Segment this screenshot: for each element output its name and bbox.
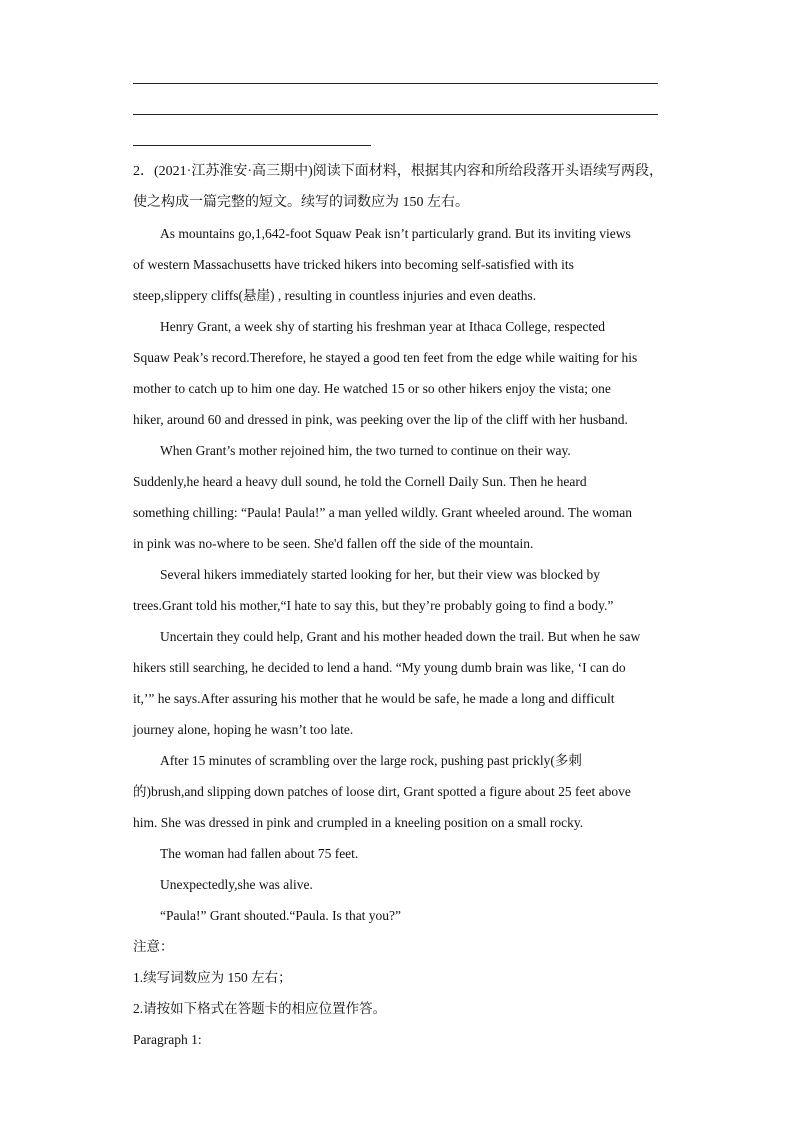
answer-line-3 [133,145,371,146]
passage-line: him. She was dressed in pink and crumpled in a kneeling position on a small rocky. [133,815,584,830]
notes-item-2: 2.请按如下格式在答题卡的相应位置作答。 [133,1001,387,1016]
passage-line: in pink was no-where to be seen. She'd fallen off the side of the mountain. [133,536,534,551]
passage-line: Uncertain they could help, Grant and his mother headed down the trail. But when he saw [160,629,641,644]
passage-line: trees.Grant told his mother,“I hate to say this, but they’re probably going to find a body.” [133,598,614,613]
passage-line: of western Massachusetts have tricked hikers into becoming self-satisfied with its [133,257,574,272]
passage-line: Several hikers immediately started looking for her, but their view was blocked by [160,567,600,582]
paragraph-1-label: Paragraph 1: [133,1032,202,1047]
passage-line: Unexpectedly,she was alive. [160,877,313,892]
passage-line: something chilling: “Paula! Paula!” a man yelled wildly. Grant wheeled around. The woman [133,505,632,520]
passage-line: After 15 minutes of scrambling over the large rock, pushing past prickly(多刺 [160,753,582,768]
passage-line: Suddenly,he heard a heavy dull sound, he told the Cornell Daily Sun. Then he heard [133,474,587,489]
passage-line: The woman had fallen about 75 feet. [160,846,359,861]
passage-line: Squaw Peak’s record.Therefore, he stayed a good ten feet from the edge while waiting for his [133,350,638,365]
passage-line: 的)brush,and slipping down patches of loose dirt, Grant spotted a figure about 25 feet above [133,784,631,799]
passage-line: As mountains go,1,642-foot Squaw Peak isn’t particularly grand. But its inviting views [160,226,631,241]
notes-title: 注意： [133,939,174,954]
passage-line: it,’” he says.After assuring his mother that he would be safe, he made a long and difficult [133,691,615,706]
answer-line-2 [133,114,658,115]
passage-line: When Grant’s mother rejoined him, the two turned to continue on their way. [160,443,571,458]
notes-item-1: 1.续写词数应为 150 左右； [133,970,292,985]
passage-line: hikers still searching, he decided to lend a hand. “My young dumb brain was like, ‘I can do [133,660,626,675]
passage-line: hiker, around 60 and dressed in pink, was peeking over the lip of the cliff with her husband. [133,412,628,427]
question-header-line-1: 2．(2021·江苏淮安·高三期中)阅读下面材料，根据其内容和所给段落开头语续写两段， [133,164,663,179]
passage-line: Henry Grant, a week shy of starting his freshman year at Ithaca College, respected [160,319,605,334]
passage-line: journey alone, hoping he wasn’t too late. [133,722,354,737]
question-content [133,156,663,1055]
answer-line-1 [133,83,658,84]
passage-line: “Paula!” Grant shouted.“Paula. Is that you?” [160,908,402,923]
passage-line: mother to catch up to him one day. He watched 15 or so other hikers enjoy the vista; one [133,381,611,396]
passage-line: steep,slippery cliffs(悬崖) , resulting in countless injuries and even deaths. [133,288,537,303]
question-header-line-2: 使之构成一篇完整的短文。续写的词数应为 150 左右。 [133,195,469,210]
